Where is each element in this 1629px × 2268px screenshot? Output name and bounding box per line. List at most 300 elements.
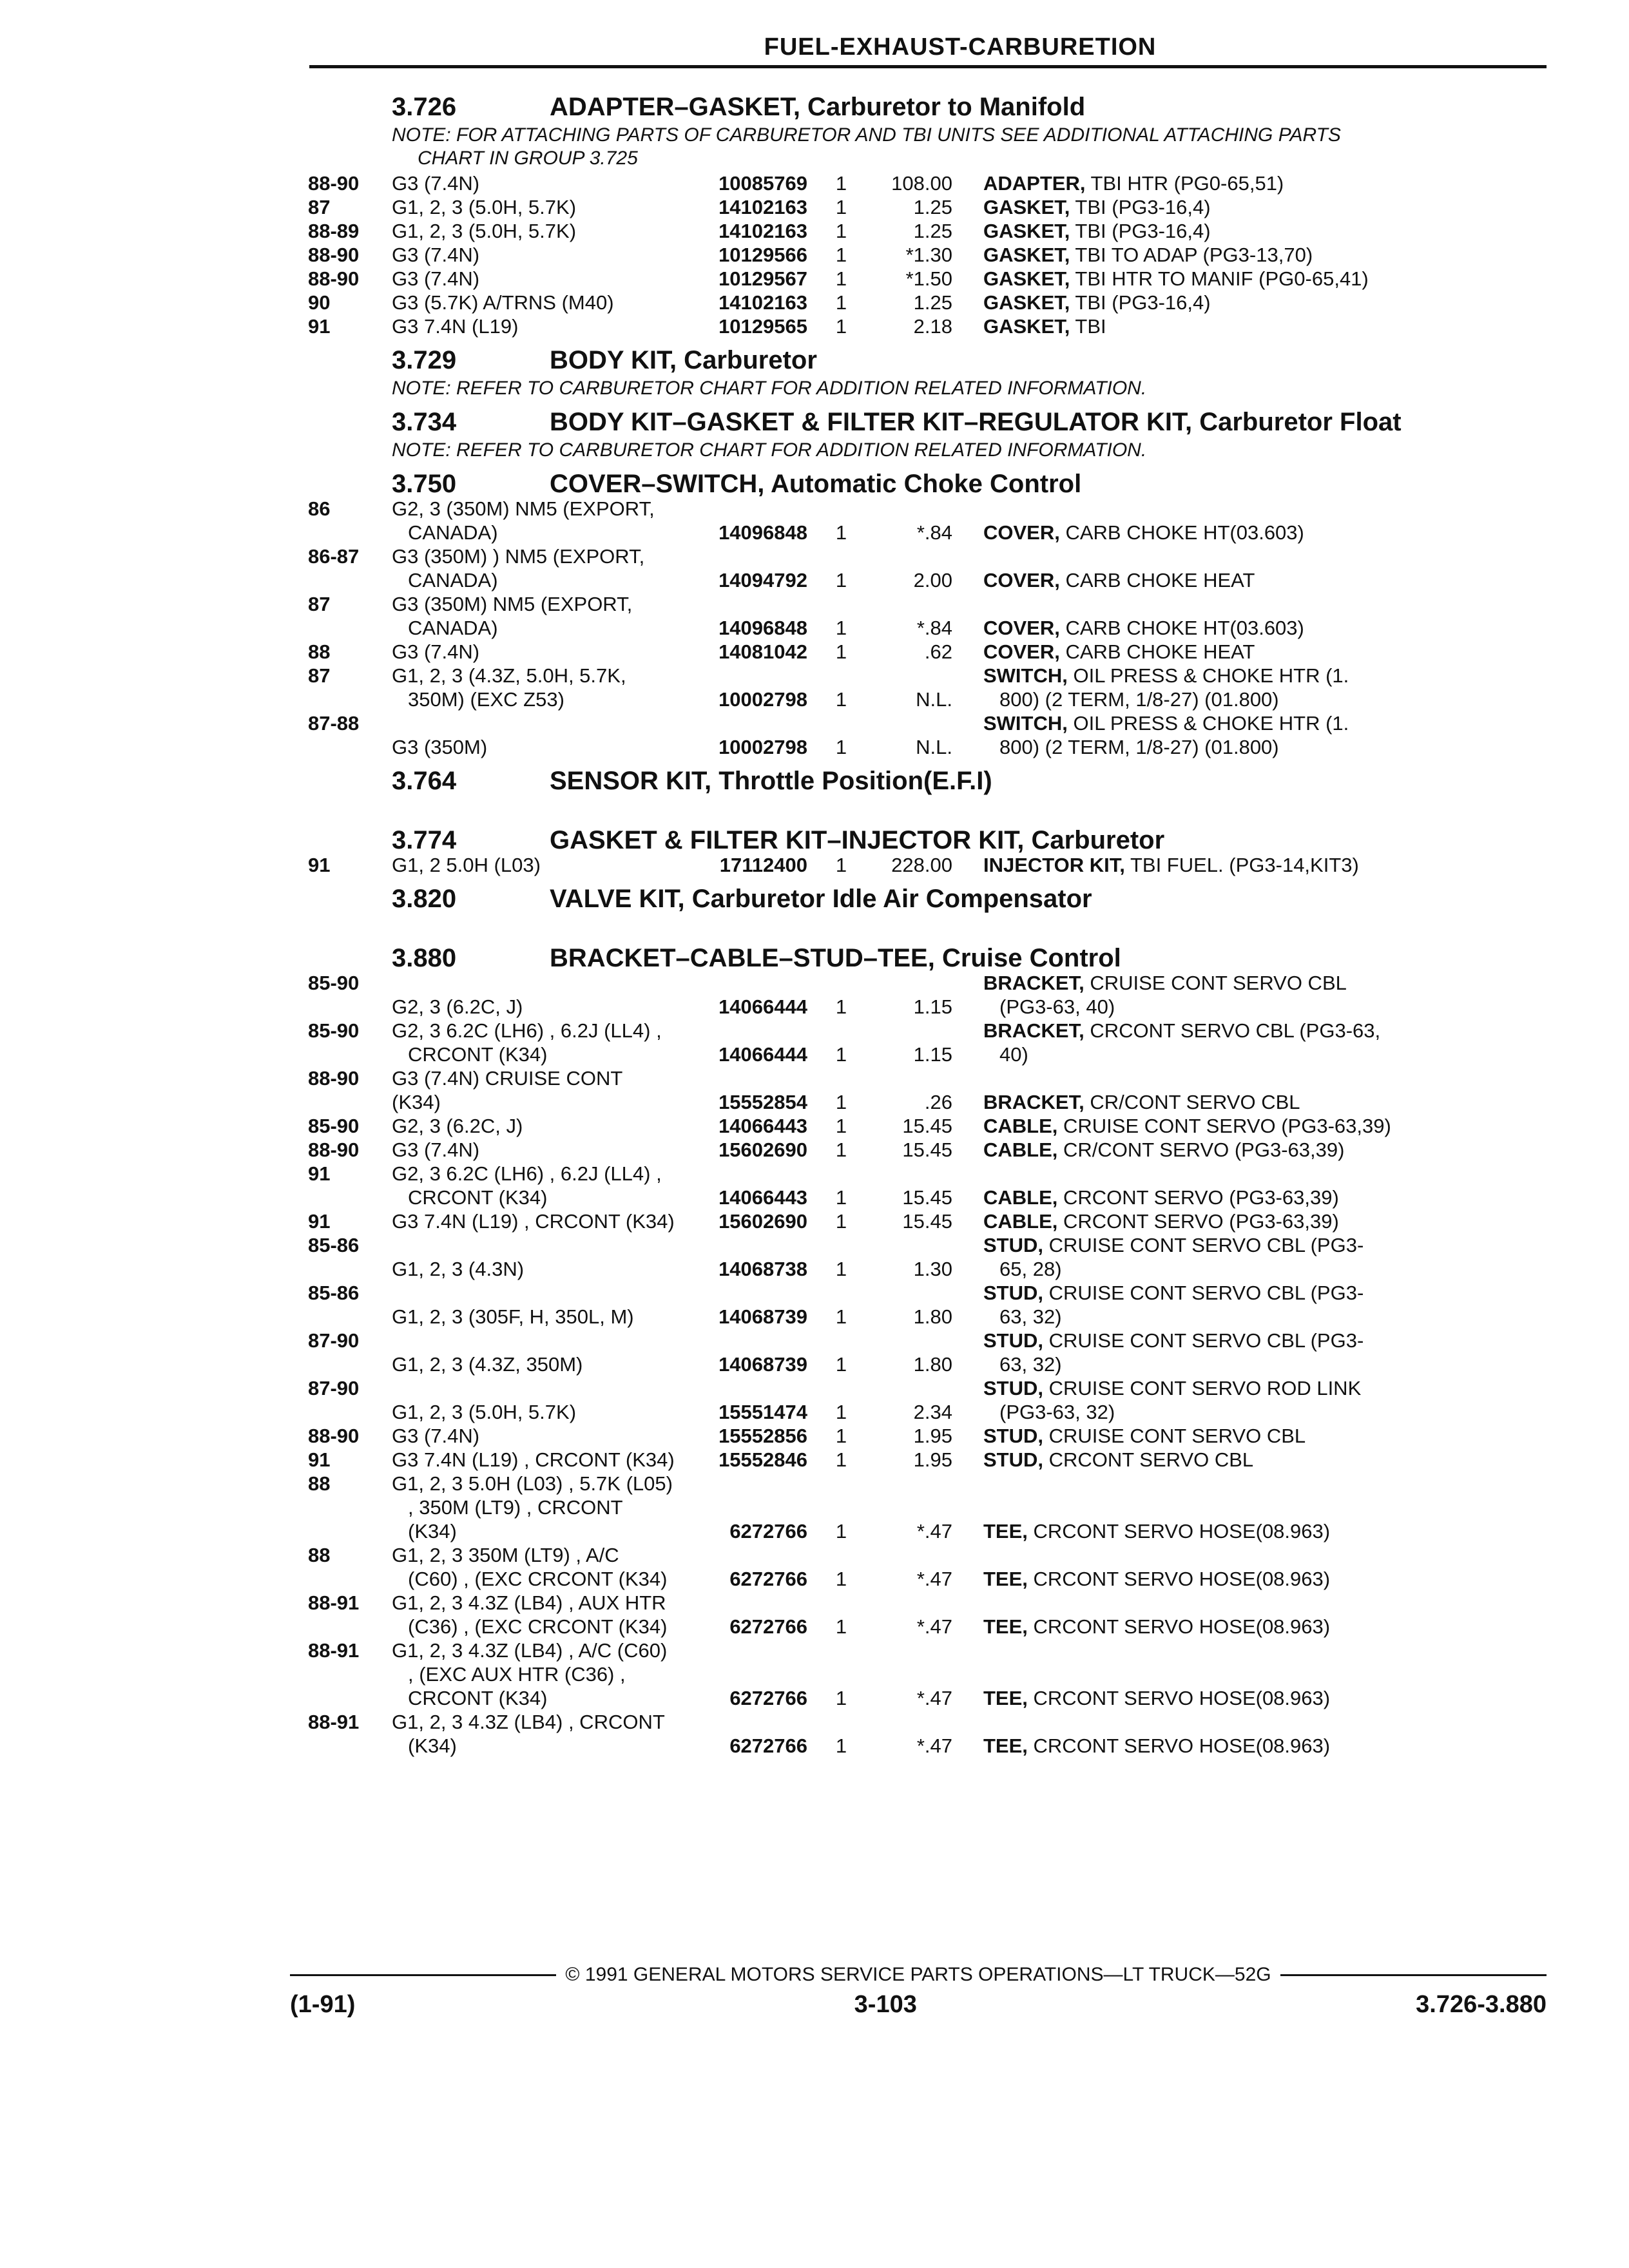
description-line: (PG3-63, 32) xyxy=(999,1401,1115,1423)
part-row xyxy=(308,1281,1552,1329)
application-line: CANADA) xyxy=(408,617,498,639)
description-line: TBI HTR TO MANIF (PG0-65,41) xyxy=(1075,267,1369,290)
quantity: 1 xyxy=(835,569,847,591)
section-3-734 xyxy=(308,409,1552,462)
model-year: 88-91 xyxy=(308,1711,360,1733)
section-title: BRACKET–CABLE–STUD–TEE, Cruise Control xyxy=(550,944,1121,972)
part-number: 14102163 xyxy=(718,291,807,314)
part-row xyxy=(308,267,1552,291)
description-name: STUD, xyxy=(983,1234,1043,1256)
description-line: 800) (2 TERM, 1/8-27) (01.800) xyxy=(999,736,1279,758)
description-line: TBI HTR (PG0-65,51) xyxy=(1090,172,1284,195)
description-name: CABLE, xyxy=(983,1139,1058,1161)
application xyxy=(392,1448,675,1472)
application-line: G3 (7.4N) xyxy=(392,244,480,266)
page-header xyxy=(309,34,1547,68)
application-line: (C60) , (EXC CRCONT (K34) xyxy=(408,1568,668,1590)
quantity: 1 xyxy=(835,1043,847,1066)
quantity: 1 xyxy=(835,1735,847,1757)
section-note xyxy=(308,124,1552,170)
description xyxy=(952,1448,1552,1472)
description xyxy=(952,1209,1552,1233)
price: 1.15 xyxy=(913,1043,952,1066)
description-name: TEE, xyxy=(983,1687,1028,1709)
description-name: STUD, xyxy=(983,1329,1043,1352)
quantity: 1 xyxy=(835,1353,847,1376)
quantity: 1 xyxy=(835,1091,847,1113)
quantity: 1 xyxy=(835,172,847,195)
part-row xyxy=(308,592,1552,640)
part-row xyxy=(308,171,1552,195)
application-line: G2, 3 (350M) NM5 (EXPORT, xyxy=(392,497,655,520)
model-year: 86 xyxy=(308,497,331,520)
description-line: TBI TO ADAP (PG3-13,70) xyxy=(1075,244,1313,266)
model-year: 88 xyxy=(308,1544,331,1566)
description-line: CRUISE CONT SERVO CBL xyxy=(1048,1425,1306,1447)
model-year: 85-86 xyxy=(308,1282,360,1304)
price: 2.34 xyxy=(913,1401,952,1423)
description xyxy=(952,171,1552,195)
description-line: 40) xyxy=(999,1043,1028,1066)
model-year: 85-90 xyxy=(308,972,360,994)
quantity: 1 xyxy=(835,1258,847,1280)
copyright-text: © 1991 GENERAL MOTORS SERVICE PARTS OPERATIONS—LT TRUCK—52G xyxy=(565,1964,1271,1985)
description xyxy=(952,1329,1552,1376)
application-line: G1, 2, 3 4.3Z (LB4) , AUX HTR xyxy=(392,1591,666,1614)
quantity: 1 xyxy=(835,736,847,758)
description xyxy=(952,664,1552,711)
description-name: GASKET, xyxy=(983,267,1070,290)
part-row xyxy=(308,195,1552,219)
part-row xyxy=(308,291,1552,314)
description xyxy=(952,219,1552,243)
description-name: GASKET, xyxy=(983,244,1070,266)
revision-date: (1-91) xyxy=(290,1991,356,2018)
quantity: 1 xyxy=(835,854,847,876)
model-year: 88-90 xyxy=(308,267,360,290)
description-name: TEE, xyxy=(983,1520,1028,1542)
footer-rule-left xyxy=(290,1974,556,1976)
part-number: 6272766 xyxy=(729,1520,807,1542)
section-heading xyxy=(308,945,1552,971)
model-year: 88-90 xyxy=(308,244,360,266)
section-heading xyxy=(308,827,1552,853)
part-number: 15552846 xyxy=(718,1448,807,1471)
application xyxy=(392,1352,675,1376)
price: 1.80 xyxy=(913,1353,952,1376)
model-year: 87-90 xyxy=(308,1377,360,1399)
section-3-750 xyxy=(308,471,1552,759)
section-heading xyxy=(308,94,1552,120)
price: *.47 xyxy=(916,1615,952,1638)
part-number: 10129567 xyxy=(718,267,807,290)
application-line: G1, 2, 3 4.3Z (LB4) , A/C (C60) xyxy=(392,1639,668,1662)
quantity: 1 xyxy=(835,995,847,1018)
description-name: TEE, xyxy=(983,1615,1028,1638)
section-number: 3.729 xyxy=(392,346,457,374)
part-number: 14094792 xyxy=(718,569,807,591)
application-line: G2, 3 6.2C (LH6) , 6.2J (LL4) , xyxy=(392,1019,662,1042)
header-rule xyxy=(309,65,1547,68)
description xyxy=(952,568,1552,592)
part-row xyxy=(308,664,1552,711)
description-name: BRACKET, xyxy=(983,1019,1084,1042)
price: 1.80 xyxy=(913,1305,952,1328)
description-name: STUD, xyxy=(983,1448,1043,1471)
part-number: 15551474 xyxy=(718,1401,807,1423)
price: 1.25 xyxy=(913,196,952,218)
quantity: 1 xyxy=(835,1115,847,1137)
description-name: ADAPTER, xyxy=(983,172,1086,195)
section-3-726 xyxy=(308,94,1552,338)
price: .62 xyxy=(924,640,952,663)
description-line: TBI FUEL. (PG3-14,KIT3) xyxy=(1130,854,1359,876)
section-title: ADAPTER–GASKET, Carburetor to Manifold xyxy=(550,93,1086,121)
page-number: 3-103 xyxy=(854,1991,917,2018)
price: 1.95 xyxy=(913,1448,952,1471)
section-title: COVER–SWITCH, Automatic Choke Control xyxy=(550,470,1082,498)
application-line: G1, 2 5.0H (L03) xyxy=(392,854,541,876)
application xyxy=(392,1114,675,1138)
part-row xyxy=(308,640,1552,664)
section-title: BODY KIT, Carburetor xyxy=(550,346,817,374)
description xyxy=(952,616,1552,640)
application xyxy=(392,1639,675,1710)
description-name: INJECTOR KIT, xyxy=(983,854,1125,876)
model-year: 88-90 xyxy=(308,172,360,195)
price: 2.00 xyxy=(913,569,952,591)
application-line: G3 (7.4N) CRUISE CONT (K34) xyxy=(392,1067,622,1113)
application-line: 350M) (EXC Z53) xyxy=(408,688,564,711)
price: 1.15 xyxy=(913,995,952,1018)
price: *1.50 xyxy=(905,267,952,290)
section-3-729 xyxy=(308,347,1552,400)
model-year: 85-86 xyxy=(308,1234,360,1256)
quantity: 1 xyxy=(835,640,847,663)
description xyxy=(952,1281,1552,1329)
description xyxy=(952,853,1552,877)
description-name: GASKET, xyxy=(983,291,1070,314)
application-line: (K34) xyxy=(408,1735,457,1757)
section-title: GASKET & FILTER KIT–INJECTOR KIT, Carburetor xyxy=(550,826,1165,854)
quantity: 1 xyxy=(835,267,847,290)
application xyxy=(392,1424,675,1448)
description-line: CRUISE CONT SERVO ROD LINK xyxy=(1048,1377,1362,1399)
description xyxy=(952,1114,1552,1138)
application xyxy=(392,497,675,544)
application xyxy=(392,1066,675,1114)
description xyxy=(952,1734,1552,1758)
application xyxy=(392,1543,675,1591)
description-name: STUD, xyxy=(983,1282,1043,1304)
price: 108.00 xyxy=(891,172,952,195)
part-number: 14081042 xyxy=(718,640,807,663)
section-title: SENSOR KIT, Throttle Position(E.F.I) xyxy=(550,767,992,795)
application-line: (C36) , (EXC CRCONT (K34) xyxy=(408,1615,668,1638)
section-note xyxy=(308,377,1552,400)
part-row xyxy=(308,1639,1552,1710)
application-line: G3 (350M) NM5 (EXPORT, xyxy=(392,593,633,615)
description-line: CARB CHOKE HEAT xyxy=(1065,640,1255,663)
price: 228.00 xyxy=(891,854,952,876)
part-row xyxy=(308,1066,1552,1114)
part-number: 10129565 xyxy=(718,315,807,338)
part-row xyxy=(308,1448,1552,1472)
quantity: 1 xyxy=(835,1305,847,1328)
model-year: 85-90 xyxy=(308,1115,360,1137)
part-row xyxy=(308,853,1552,877)
section-number: 3.880 xyxy=(392,944,457,972)
model-year: 91 xyxy=(308,1162,331,1185)
part-row xyxy=(308,1329,1552,1376)
description-name: COVER, xyxy=(983,640,1060,663)
part-row xyxy=(308,544,1552,592)
description-line: 63, 32) xyxy=(999,1305,1062,1328)
description-name: BRACKET, xyxy=(983,972,1084,994)
part-row xyxy=(308,1138,1552,1162)
price: *1.30 xyxy=(905,244,952,266)
section-heading xyxy=(308,768,1552,794)
description-name: STUD, xyxy=(983,1425,1043,1447)
application xyxy=(392,1162,675,1209)
description xyxy=(952,1615,1552,1639)
application-line: CRCONT (K34) xyxy=(408,1687,548,1709)
application-line: G1, 2, 3 (4.3N) xyxy=(392,1258,525,1280)
description-line: CRCONT SERVO HOSE(08.963) xyxy=(1033,1735,1331,1757)
price: 2.18 xyxy=(913,315,952,338)
price: 15.45 xyxy=(902,1115,952,1137)
description-line: CRUISE CONT SERVO CBL (PG3- xyxy=(1048,1234,1364,1256)
part-number: 10002798 xyxy=(718,736,807,758)
application xyxy=(392,1400,675,1424)
quantity: 1 xyxy=(835,1568,847,1590)
application xyxy=(392,664,675,711)
model-year: 87 xyxy=(308,196,331,218)
model-year: 91 xyxy=(308,1210,331,1233)
price: *.47 xyxy=(916,1735,952,1757)
section-number: 3.734 xyxy=(392,408,457,436)
part-number: 14066443 xyxy=(718,1115,807,1137)
description xyxy=(952,1019,1552,1066)
price: *.84 xyxy=(916,617,952,639)
description-line: CARB CHOKE HT(03.603) xyxy=(1065,521,1304,544)
part-row xyxy=(308,1710,1552,1758)
description-line: TBI xyxy=(1075,315,1106,338)
part-number: 10002798 xyxy=(718,688,807,711)
application-line: , 350M (LT9) , CRCONT (K34) xyxy=(408,1496,623,1542)
description xyxy=(952,1519,1552,1543)
application xyxy=(392,1138,675,1162)
quantity: 1 xyxy=(835,220,847,242)
part-row xyxy=(308,1472,1552,1543)
description xyxy=(952,1567,1552,1591)
model-year: 90 xyxy=(308,291,331,314)
quantity: 1 xyxy=(835,1210,847,1233)
price: *.47 xyxy=(916,1687,952,1709)
part-row xyxy=(308,1376,1552,1424)
part-row xyxy=(308,971,1552,1019)
part-number: 14068738 xyxy=(718,1258,807,1280)
section-number: 3.774 xyxy=(392,826,457,854)
model-year: 88-91 xyxy=(308,1639,360,1662)
description-line: CR/CONT SERVO (PG3-63,39) xyxy=(1063,1139,1345,1161)
description-line: OIL PRESS & CHOKE HTR (1. xyxy=(1073,712,1349,735)
section-gap xyxy=(308,912,1552,936)
description-name: CABLE, xyxy=(983,1115,1058,1137)
part-row xyxy=(308,1591,1552,1639)
part-row xyxy=(308,1543,1552,1591)
part-number: 15602690 xyxy=(718,1210,807,1233)
description-name: GASKET, xyxy=(983,220,1070,242)
application-line: G3 (350M) xyxy=(392,736,488,758)
application-line: G3 (7.4N) xyxy=(392,640,480,663)
application-line: G3 7.4N (L19) xyxy=(392,315,519,338)
part-number: 14096848 xyxy=(718,617,807,639)
footer-rule-right xyxy=(1280,1974,1547,1976)
note-line: CHART IN GROUP 3.725 xyxy=(418,148,638,169)
application xyxy=(392,171,675,195)
price: 1.30 xyxy=(913,1258,952,1280)
part-number: 15602690 xyxy=(718,1139,807,1161)
application-line: G2, 3 (6.2C, J) xyxy=(392,1115,523,1137)
price: .26 xyxy=(924,1091,952,1113)
description-line: TBI (PG3-16,4) xyxy=(1075,291,1211,314)
model-year: 88-90 xyxy=(308,1425,360,1447)
price: N.L. xyxy=(916,736,952,758)
part-number: 14068739 xyxy=(718,1353,807,1376)
part-number: 6272766 xyxy=(729,1568,807,1590)
quantity: 1 xyxy=(835,1687,847,1709)
description xyxy=(952,1424,1552,1448)
application-line: CANADA) xyxy=(408,521,498,544)
description-name: GASKET, xyxy=(983,315,1070,338)
application xyxy=(392,592,675,640)
description-line: TBI (PG3-16,4) xyxy=(1075,196,1211,218)
part-row xyxy=(308,314,1552,338)
application xyxy=(392,1710,675,1758)
description xyxy=(952,521,1552,544)
section-title: BODY KIT–GASKET & FILTER KIT–REGULATOR KIT, Carburetor Float xyxy=(550,408,1402,436)
part-row xyxy=(308,497,1552,544)
description-line: CRCONT SERVO (PG3-63,39) xyxy=(1063,1186,1339,1209)
part-row xyxy=(308,1114,1552,1138)
part-row xyxy=(308,1424,1552,1448)
application xyxy=(392,314,675,338)
application-line: G3 (7.4N) xyxy=(392,1139,480,1161)
application-line: G3 7.4N (L19) , CRCONT (K34) xyxy=(392,1448,675,1471)
application-line: G1, 2, 3 (5.0H, 5.7K) xyxy=(392,196,577,218)
description-line: CRCONT SERVO HOSE(08.963) xyxy=(1033,1520,1331,1542)
description-line: CRUISE CONT SERVO CBL xyxy=(1090,972,1347,994)
part-row xyxy=(308,243,1552,267)
description xyxy=(952,314,1552,338)
application-line: G2, 3 (6.2C, J) xyxy=(392,995,523,1018)
description xyxy=(952,243,1552,267)
price: 1.25 xyxy=(913,291,952,314)
description-line: CRCONT SERVO HOSE(08.963) xyxy=(1033,1568,1331,1590)
model-year: 88 xyxy=(308,1472,331,1495)
application-line: G1, 2, 3 (4.3Z, 5.0H, 5.7K, xyxy=(392,664,626,687)
application-line: G3 (7.4N) xyxy=(392,1425,480,1447)
application xyxy=(392,1472,675,1543)
application-line: G1, 2, 3 (305F, H, 350L, M) xyxy=(392,1305,634,1328)
application xyxy=(392,195,675,219)
description-name: STUD, xyxy=(983,1377,1043,1399)
application xyxy=(392,1591,675,1639)
section-number: 3.764 xyxy=(392,767,457,795)
price: 1.25 xyxy=(913,220,952,242)
application xyxy=(392,1305,675,1329)
price: 1.95 xyxy=(913,1425,952,1447)
application xyxy=(392,735,675,759)
description xyxy=(952,195,1552,219)
description-line: CRCONT SERVO HOSE(08.963) xyxy=(1033,1687,1331,1709)
part-number: 14066444 xyxy=(718,1043,807,1066)
note-line: NOTE: REFER TO CARBURETOR CHART FOR ADDITION RELATED INFORMATION. xyxy=(392,378,1147,399)
price: *.47 xyxy=(916,1568,952,1590)
application-line: G3 (350M) ) NM5 (EXPORT, xyxy=(392,545,645,568)
quantity: 1 xyxy=(835,1520,847,1542)
model-year: 88-91 xyxy=(308,1591,360,1614)
note-line: NOTE: FOR ATTACHING PARTS OF CARBURETOR AND TBI UNITS SEE ADDITIONAL ATTACHING PARTS xyxy=(392,124,1341,146)
part-number: 15552856 xyxy=(718,1425,807,1447)
description xyxy=(952,711,1552,759)
description-name: COVER, xyxy=(983,569,1060,591)
section-title: VALVE KIT, Carburetor Idle Air Compensator xyxy=(550,885,1092,913)
description xyxy=(952,1233,1552,1281)
part-number: 14068739 xyxy=(718,1305,807,1328)
application xyxy=(392,219,675,243)
application xyxy=(392,1209,675,1233)
description-name: CABLE, xyxy=(983,1210,1058,1233)
application-line: G1, 2, 3 (4.3Z, 350M) xyxy=(392,1353,583,1376)
application xyxy=(392,995,675,1019)
model-year: 88 xyxy=(308,640,331,663)
description-name: SWITCH, xyxy=(983,664,1068,687)
application-line: CRCONT (K34) xyxy=(408,1186,548,1209)
price: 15.45 xyxy=(902,1186,952,1209)
model-year: 88-90 xyxy=(308,1067,360,1090)
part-number: 10129566 xyxy=(718,244,807,266)
model-year: 87 xyxy=(308,593,331,615)
price: 15.45 xyxy=(902,1210,952,1233)
section-heading xyxy=(308,471,1552,497)
description xyxy=(952,291,1552,314)
description xyxy=(952,1376,1552,1424)
section-3-820 xyxy=(308,886,1552,912)
model-year: 91 xyxy=(308,315,331,338)
quantity: 1 xyxy=(835,315,847,338)
description xyxy=(952,1186,1552,1209)
model-year: 86-87 xyxy=(308,545,360,568)
section-3-764 xyxy=(308,768,1552,794)
price: 15.45 xyxy=(902,1139,952,1161)
quantity: 1 xyxy=(835,291,847,314)
description-line: CRUISE CONT SERVO CBL (PG3- xyxy=(1048,1282,1364,1304)
description-name: COVER, xyxy=(983,617,1060,639)
application xyxy=(392,1019,675,1066)
application-line: G3 7.4N (L19) , CRCONT (K34) xyxy=(392,1210,675,1233)
part-row xyxy=(308,1162,1552,1209)
part-row xyxy=(308,711,1552,759)
application xyxy=(392,853,675,877)
part-number: 6272766 xyxy=(729,1735,807,1757)
part-number: 15552854 xyxy=(718,1091,807,1113)
description-name: CABLE, xyxy=(983,1186,1058,1209)
description-line: OIL PRESS & CHOKE HTR (1. xyxy=(1073,664,1349,687)
section-range: 3.726-3.880 xyxy=(1416,1991,1547,2018)
application xyxy=(392,243,675,267)
